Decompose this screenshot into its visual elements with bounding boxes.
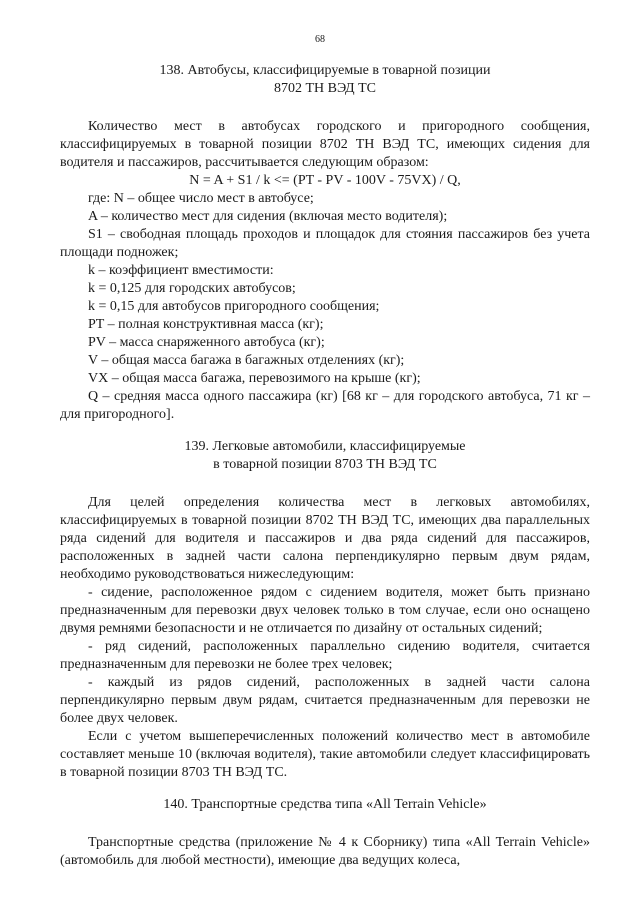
section-139-paragraph: - ряд сидений, расположенных параллельно сидению водителя, считается предназначенным для перевозки не более трех человек;	[60, 639, 590, 672]
formula: N = A + S1 / k <= (PT - PV - 100V - 75VX) / Q,	[189, 173, 461, 188]
definition-line: где: N – общее число мест в автобусе;	[88, 191, 314, 206]
definition-line: k – коэффициент вместимости:	[88, 263, 274, 278]
section-139-paragraph: Если с учетом вышеперечисленных положений количество мест в автомобиле составляет меньше 10 (включая водителя), такие автомобили следует классифицировать в товарной позиции 8703 ТН ВЭД ТС.	[60, 729, 590, 780]
definition-line: k = 0,15 для автобусов пригородного сообщения;	[88, 299, 380, 314]
definition-line: VX – общая масса багажа, перевозимого на крыше (кг);	[88, 371, 421, 386]
section-139-paragraph: - сидение, расположенное рядом с сидением водителя, может быть признано предназначенным для перевозки двух человек только в том случае, если оно оснащено двумя ремнями безопасности и не отличается по дизайну от остальных сидений;	[60, 585, 590, 636]
definition-line: Q – средняя масса одного пассажира (кг) [68 кг – для городского автобуса, 71 кг – для пригородного].	[60, 389, 590, 422]
definition-line: PV – масса снаряженного автобуса (кг);	[88, 335, 325, 350]
document-body	[60, 62, 590, 870]
section-139-paragraph: Для целей определения количества мест в легковых автомобилях, классифицируемых в товарной позиции 8702 ТН ВЭД ТС, имеющих два параллельных ряда сидений для водителя и пассажиров и два ряда сидений для пассажиров, расположенных в задней части салона перпендикулярно первым двум рядам, необходимо руководствоваться нижеследующим:	[60, 495, 590, 582]
page-number: 68	[315, 34, 325, 45]
definition-line: A – количество мест для сидения (включая место водителя);	[88, 209, 448, 224]
section-139-heading: 139. Легковые автомобили, классифицируемые	[184, 439, 466, 454]
definition-line: S1 – свободная площадь проходов и площадок для стояния пассажиров без учета площади подножек;	[60, 227, 590, 260]
definition-line: k = 0,125 для городских автобусов;	[88, 281, 296, 296]
section-139-heading-cont: в товарной позиции 8703 ТН ВЭД ТС	[213, 457, 437, 472]
section-140-paragraph: Транспортные средства (приложение № 4 к Сборнику) типа «All Terrain Vehicle» (автомобиль для любой местности), имеющие два ведущих колеса,	[60, 835, 590, 868]
section-138-heading: 138. Автобусы, классифицируемые в товарной позиции	[159, 63, 491, 78]
definition-line: PT – полная конструктивная масса (кг);	[88, 317, 324, 332]
section-140-heading: 140. Транспортные средства типа «All Terrain Vehicle»	[163, 797, 487, 812]
section-139-paragraph: - каждый из рядов сидений, расположенных в задней части салона перпендикулярно первым двум рядам, считается предназначенным для перевозки не более двух человек.	[60, 675, 590, 726]
definition-line: V – общая масса багажа в багажных отделениях (кг);	[88, 353, 405, 368]
section-138-heading-cont: 8702 ТН ВЭД ТС	[273, 81, 376, 96]
section-138-intro: Количество мест в автобусах городского и пригородного сообщения, классифицируемых в товарной позиции 8702 ТН ВЭД ТС, имеющих сидения для водителя и пассажиров, рассчитывается следующим образом:	[60, 119, 590, 170]
